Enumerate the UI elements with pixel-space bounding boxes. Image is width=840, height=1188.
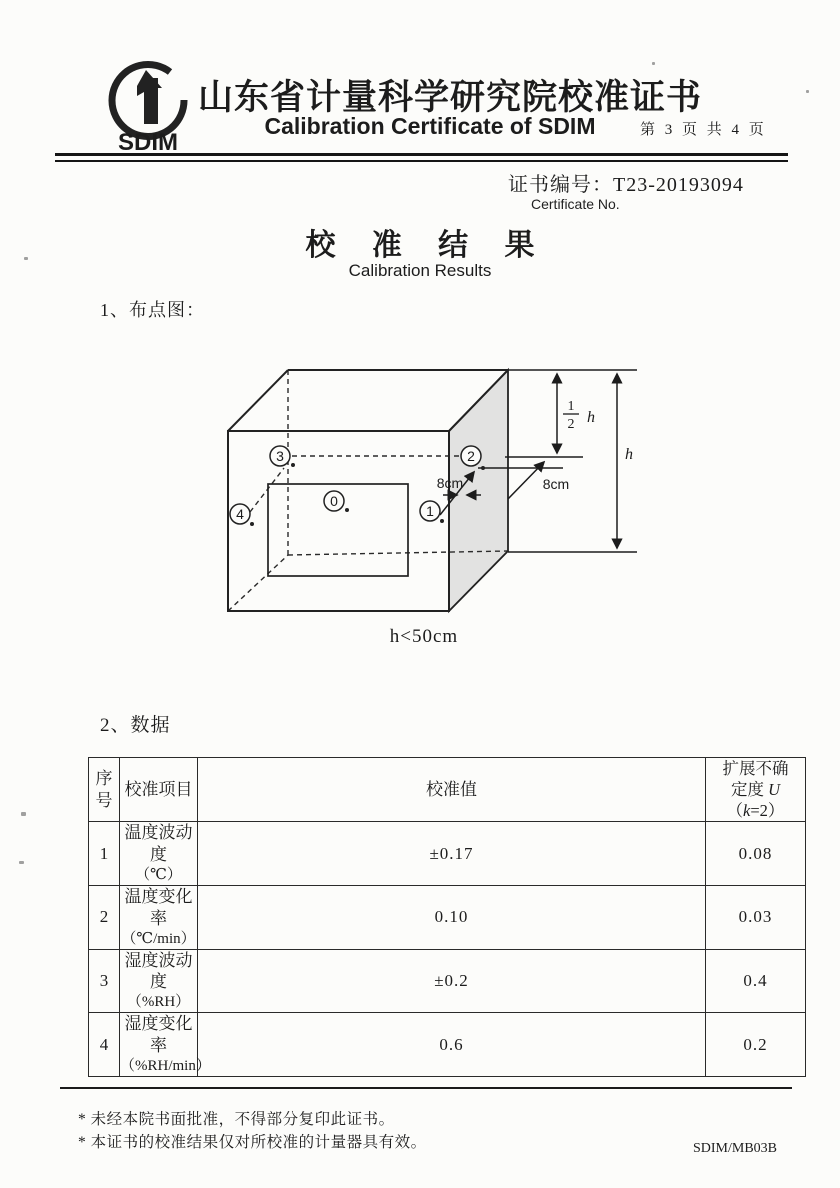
cell-no: 4 xyxy=(89,1013,120,1077)
certificate-number xyxy=(508,168,744,197)
calibration-data-table xyxy=(88,757,806,1077)
point-3-label: 3 xyxy=(276,448,284,464)
table-row xyxy=(89,1013,806,1077)
cell-item: 温度变化率 （℃/min） xyxy=(120,886,198,950)
cell-uncertainty: 0.2 xyxy=(706,1013,806,1077)
cell-uncertainty: 0.4 xyxy=(706,949,806,1013)
point-4-marker xyxy=(230,504,254,526)
header-double-rule xyxy=(55,153,788,162)
half-h-numerator: 1 xyxy=(567,399,575,414)
footer-rule xyxy=(60,1087,792,1089)
half-h-variable: h xyxy=(587,409,595,426)
table-row xyxy=(89,949,806,1013)
cell-no: 1 xyxy=(89,822,120,886)
point-2-label: 2 xyxy=(467,448,475,464)
footer-note-2: * 本证书的校准结果仅对所校准的计量器具有效。 xyxy=(78,1134,427,1151)
scan-speck xyxy=(806,90,809,93)
certificate-number-label-en: Certificate No. xyxy=(531,196,620,212)
footer-note-1: * 未经本院书面批准，不得部分复印此证书。 xyxy=(78,1111,395,1128)
logo-text: SDIM xyxy=(118,129,178,154)
point-0-label: 0 xyxy=(330,493,338,509)
dim-half-h-label xyxy=(563,399,595,432)
point-0-marker xyxy=(324,491,349,512)
form-number: SDIM/MB03B xyxy=(693,1141,778,1156)
header-title-en: Calibration Certificate of SDIM xyxy=(264,113,596,139)
cell-uncertainty: 0.03 xyxy=(706,886,806,950)
point-1-marker xyxy=(420,501,444,523)
cell-value: ±0.2 xyxy=(198,949,706,1013)
col-header-item: 校准项目 xyxy=(120,758,198,822)
scan-speck xyxy=(19,861,24,864)
point-4-label: 4 xyxy=(236,506,244,522)
dim-right-8cm-label: 8cm xyxy=(542,476,570,492)
chamber-diagram-drawing xyxy=(140,358,650,666)
half-h-denominator: 2 xyxy=(567,417,575,432)
cell-no: 3 xyxy=(89,949,120,1013)
section-data-label: 2、数据 xyxy=(100,715,171,736)
cell-no: 2 xyxy=(89,886,120,950)
certificate-number-label: 证书编号： xyxy=(508,174,613,196)
placement-diagram xyxy=(140,358,650,666)
col-header-no: 序 号 xyxy=(89,758,120,822)
scan-speck xyxy=(21,812,26,816)
col-header-value: 校准值 xyxy=(198,758,706,822)
cell-item: 湿度变化率 （%RH/min） xyxy=(120,1013,198,1077)
header-title-zh: 山东省计量科学研究院校准证书 xyxy=(197,78,702,117)
diagram-caption: h<50cm xyxy=(389,626,459,647)
table-row xyxy=(89,822,806,886)
certificate-number-value: T23-20193094 xyxy=(613,174,744,196)
cell-value: ±0.17 xyxy=(198,822,706,886)
dim-left-8cm-label: 8cm xyxy=(436,475,464,491)
cell-uncertainty: 0.08 xyxy=(706,822,806,886)
point-1-label: 1 xyxy=(426,503,434,519)
dim-h-label: h xyxy=(625,446,633,463)
footer-notes xyxy=(78,1108,427,1154)
table-row xyxy=(89,886,806,950)
page-number: 第 3 页 共 4 页 xyxy=(640,122,767,138)
cell-value: 0.6 xyxy=(198,1013,706,1077)
scan-speck xyxy=(24,257,28,260)
cell-value: 0.10 xyxy=(198,886,706,950)
col-header-uncertainty: 扩展不确 定度 U （k=2） xyxy=(706,758,806,822)
section-layout-label: 1、布点图： xyxy=(100,300,205,320)
table-header-row xyxy=(89,758,806,822)
cell-item: 温度波动度 （℃） xyxy=(120,822,198,886)
results-title-zh: 校 准 结 果 xyxy=(305,229,549,262)
cell-item: 湿度波动度 （%RH） xyxy=(120,949,198,1013)
results-title-en: Calibration Results xyxy=(348,261,492,280)
scan-speck xyxy=(652,62,655,65)
point-3-marker xyxy=(270,446,295,467)
